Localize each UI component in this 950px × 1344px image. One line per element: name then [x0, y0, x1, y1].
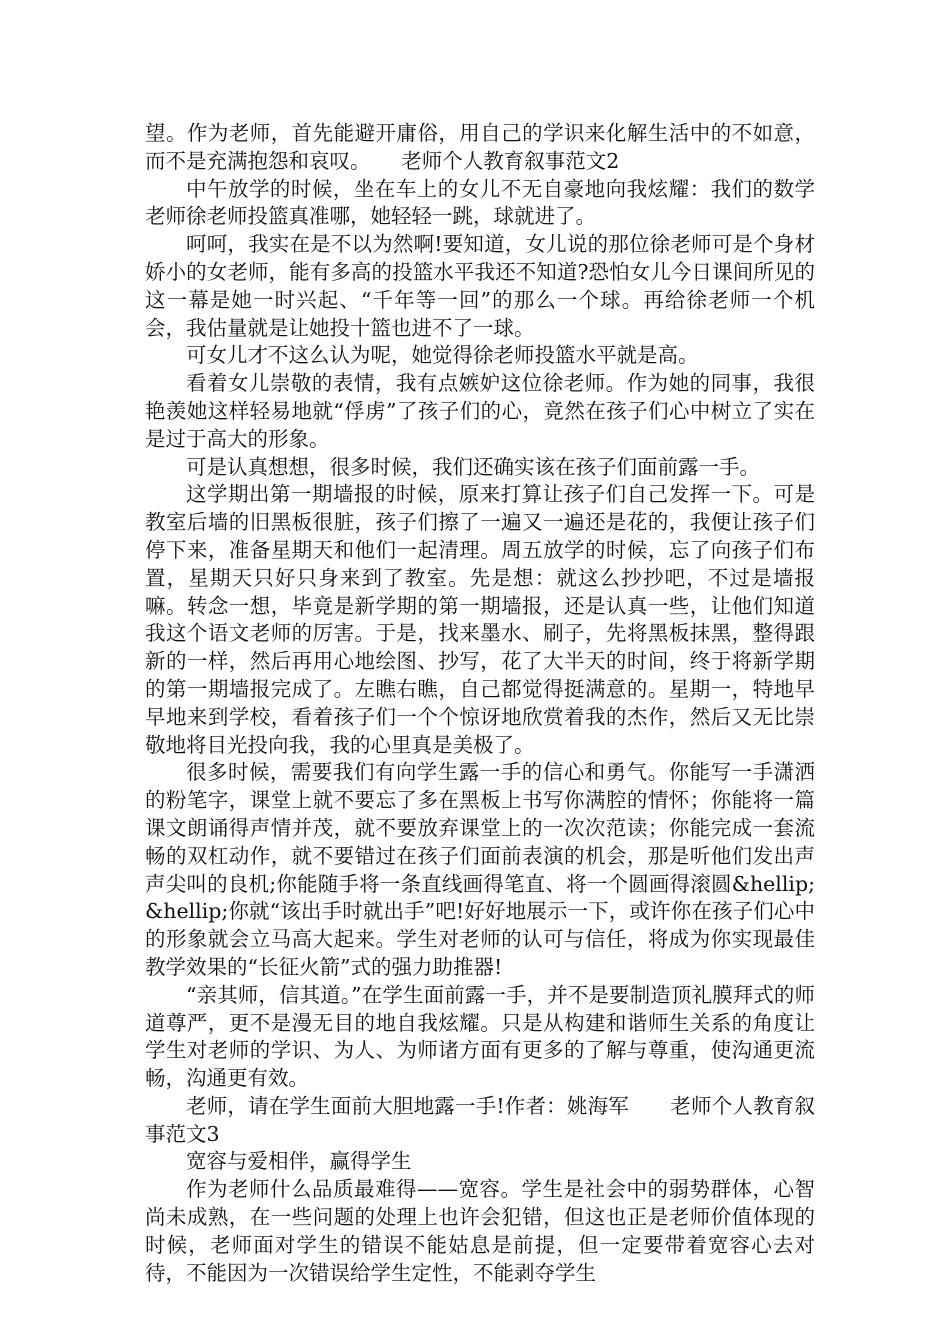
paragraph: 可女儿才不这么认为呢，她觉得徐老师投篮水平就是高。 — [186, 343, 699, 368]
paragraph: 中午放学的时候，坐在车上的女儿不无自豪地向我炫耀：我们的数学老师徐老师投篮真准哪，她轻轻一跳，球就进了。 — [145, 176, 815, 229]
paragraph: 呵呵，我实在是不以为然啊!要知道，女儿说的那位徐老师可是个身材娇小的女老师，能有多高的投篮水平我还不知道?恐怕女儿今日课间所见的这一幕是她一时兴起、“千年等一回”的那么一个球。再给徐老师一个机会，我估量就是让她投十篮也进不了一球。 — [145, 232, 815, 340]
paragraph: 很多时候，需要我们有向学生露一手的信心和勇气。你能写一手潇洒的粉笔字，课堂上就不要忘了多在黑板上书写你满腔的情怀；你能将一篇课文朗诵得声情并茂，就不要放弃课堂上的一次次范读；你能完成一套流畅的双杠动作，就不要错过在孩子们面前表演的机会，那是听他们发出声声尖叫的良机;你能随手将一条直线画得笔直、将一个圆画得滚圆&hellip;&hellip;你就“该出手时就出手”吧!好好地展示一下，或许你在孩子们心中的形象就会立马高大起来。学生对老师的认可与信任，将成为你实现最佳教学效果的“长征火箭”式的强力助推器! — [145, 760, 815, 979]
paragraph: 老师，请在学生面前大胆地露一手!作者：姚海军 老师个人教育叙事范文3 — [145, 1093, 815, 1146]
document-body — [145, 120, 815, 1287]
paragraph: 可是认真想想，很多时候，我们还确实该在孩子们面前露一手。 — [186, 454, 760, 479]
paragraph: 看着女儿崇敬的表情，我有点嫉妒这位徐老师。作为她的同事，我很艳羡她这样轻易地就“俘虏”了孩子们的心，竟然在孩子们心中树立了实在是过于高大的形象。 — [145, 371, 815, 451]
paragraph: 作为老师什么品质最难得——宽容。学生是社会中的弱势群体，心智尚未成熟，在一些问题的处理上也许会犯错，但这也正是老师价值体现的时候，老师面对学生的错误不能姑息是前提，但一定要带着宽容心去对待，不能因为一次错误给学生定性，不能剥夺学生 — [145, 1177, 815, 1285]
paragraph: “亲其师，信其道。”在学生面前露一手，并不是要制造顶礼膜拜式的师道尊严，更不是漫无目的地自我炫耀。只是从构建和谐师生关系的角度让学生对老师的学识、为人、为师诸方面有更多的了解与尊重，使沟通更流畅，沟通更有效。 — [145, 982, 815, 1091]
paragraph: 望。作为老师，首先能避开庸俗，用自己的学识来化解生活中的不如意，而不是充满抱怨和哀叹。 老师个人教育叙事范文2 — [145, 121, 815, 173]
paragraph: 宽容与爱相伴，赢得学生 — [186, 1149, 412, 1174]
paragraph: 这学期出第一期墙报的时候，原来打算让孩子们自己发挥一下。可是教室后墙的旧黑板很脏，孩子们擦了一遍又一遍还是花的，我便让孩子们停下来，准备星期天和他们一起清理。周五放学的时候，忘了向孩子们布置，星期天只好只身来到了教室。先是想：就这么抄抄吧，不过是墙报嘛。转念一想，毕竟是新学期的第一期墙报，还是认真一些，让他们知道我这个语文老师的厉害。于是，找来墨水、刷子，先将黑板抹黑，整得跟新的一样，然后再用心地绘图、抄写，花了大半天的时间，终于将新学期的第一期墙报完成了。左瞧右瞧，自己都觉得挺满意的。星期一，特地早早地来到学校，看着孩子们一个个惊讶地欣赏着我的杰作，然后又无比崇敬地将目光投向我，我的心里真是美极了。 — [145, 482, 815, 757]
